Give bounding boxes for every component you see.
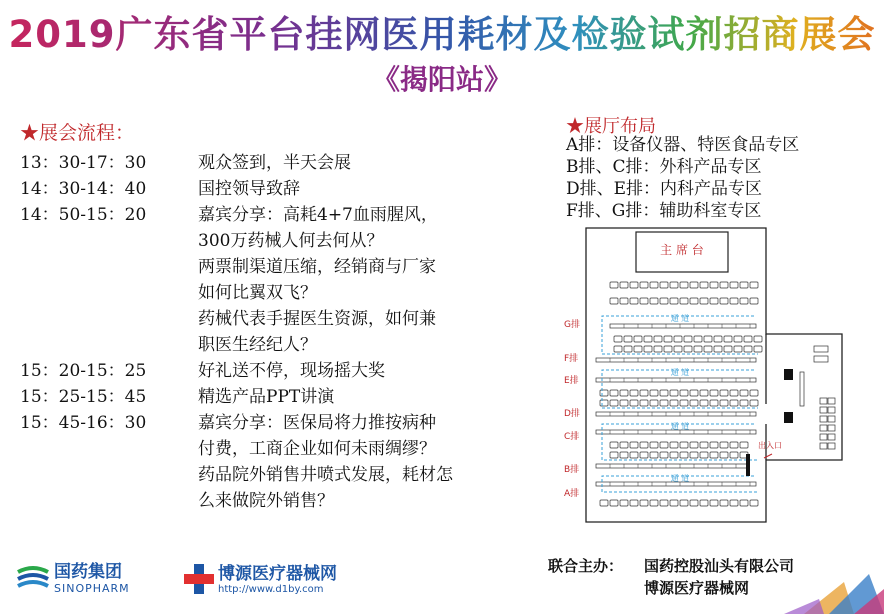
audience-seat [660,298,668,304]
co-hosts-label: 联合主办： [548,557,624,575]
seat [690,500,698,506]
schedule-desc: 300万药械人何去何从？ [198,231,384,251]
aisle-label: 通 道 [670,314,690,323]
booth-row-g [610,324,756,328]
zone-item-fg: F排、G排：辅助科室专区 [566,201,762,221]
seat [720,452,728,458]
schedule-desc: 药械代表手握医生资源，如何兼 [198,309,436,329]
floor-plan [558,226,858,526]
seat [620,442,628,448]
seat [670,390,678,396]
seat [680,442,688,448]
schedule-desc: 付费，工商企业如何未雨绸缪？ [198,439,436,459]
seat [650,390,658,396]
audience-seat [620,298,628,304]
seat [670,400,678,406]
seat [660,400,668,406]
schedule-time: 15：25-15：45 [20,387,147,407]
seat [664,336,672,342]
seat [670,500,678,506]
seat [680,500,688,506]
side-seat [820,425,827,431]
schedule-time: 13：30-17：30 [20,153,147,173]
seat [620,390,628,396]
schedule-row [20,462,540,488]
seat [654,346,662,352]
sinopharm-logo [16,562,130,595]
audience-seat [740,298,748,304]
side-seat [814,356,828,362]
row-label: G排 [564,320,580,330]
audience-seat [670,298,678,304]
schedule-row [20,358,540,384]
seat [680,400,688,406]
seat [710,400,718,406]
seat [620,452,628,458]
sinopharm-name-cn: 国药集团 [54,562,122,582]
schedule-desc: 如何比翼双飞？ [198,283,317,303]
audience-seat [710,298,718,304]
seat [680,390,688,396]
booth-row-e [596,378,756,382]
side-booth [800,372,804,406]
schedule-row [20,254,540,280]
audience-seat [700,298,708,304]
seat [740,442,748,448]
zone-item-bc: B排、C排：外科产品专区 [566,157,762,177]
schedule-time: 15：20-15：25 [20,361,147,381]
seat [730,390,738,396]
schedule-row [20,332,540,358]
schedule-row [20,176,540,202]
audience-seat [640,282,648,288]
seat [710,442,718,448]
seat [640,390,648,396]
co-hosts [548,555,794,599]
seat [654,336,662,342]
seat [700,452,708,458]
audience-seat [720,298,728,304]
seat [670,442,678,448]
seat [690,390,698,396]
seat [694,346,702,352]
seat [650,400,658,406]
seat [664,346,672,352]
seat [714,346,722,352]
seat [670,452,678,458]
seat [640,500,648,506]
seat [694,336,702,342]
aisle-label: 通 道 [670,474,690,483]
decorative-corner [774,564,884,614]
boyuan-logo [184,562,337,596]
audience-seat [750,282,758,288]
audience-seat [660,282,668,288]
side-seat [820,443,827,449]
layout-heading: ★展厅布局 [566,116,656,137]
seat [720,500,728,506]
audience-seat [640,298,648,304]
booth-row-d [596,412,756,416]
schedule-list [20,150,540,514]
seat [740,400,748,406]
seat [610,390,618,396]
schedule-time: 15：45-16：30 [20,413,147,433]
seat [700,500,708,506]
seat [744,336,752,342]
schedule-row [20,306,540,332]
seat [680,452,688,458]
sinopharm-emblem-icon [16,564,50,594]
schedule-desc: 国控领导致辞 [198,179,300,199]
booth-block-2 [784,412,793,423]
seat [704,336,712,342]
seat [660,442,668,448]
schedule-desc: 药品院外销售井喷式发展，耗材怎 [198,465,453,485]
seat [724,336,732,342]
seat [610,442,618,448]
seat [674,346,682,352]
page-title: 2019广东省平台挂网医用耗材及检验试剂招商展会 [0,4,884,58]
seat [690,400,698,406]
audience-seat [610,282,618,288]
seat [610,452,618,458]
side-seat [828,425,835,431]
schedule-row [20,436,540,462]
row-label: C排 [564,432,580,442]
seat [660,452,668,458]
schedule-row [20,384,540,410]
schedule-desc: 么来做院外销售？ [198,491,334,511]
audience-seat [630,282,638,288]
seat [634,336,642,342]
seat [714,336,722,342]
stage-label: 主 席 台 [660,243,704,257]
seat [630,442,638,448]
seat [700,400,708,406]
side-seat [820,416,827,422]
seat [734,346,742,352]
co-host-1: 国药控股汕头有限公司 [644,557,795,575]
schedule-desc: 观众签到，半天会展 [198,153,351,173]
seat [710,390,718,396]
side-seat [828,407,835,413]
seat [650,442,658,448]
seat [630,390,638,396]
seat [754,346,762,352]
side-seat [820,407,827,413]
audience-seat [720,282,728,288]
seat [720,442,728,448]
seat [700,390,708,396]
seat [624,346,632,352]
layout-zone-list [566,134,799,222]
entrance-label: 出入口 [758,441,782,450]
seat [710,500,718,506]
audience-seat [690,282,698,288]
seat [650,500,658,506]
sinopharm-name-en: SINOPHARM [54,582,130,595]
seat [704,346,712,352]
seat [750,500,758,506]
seat [610,400,618,406]
seat [660,500,668,506]
seat [620,500,628,506]
seat [600,500,608,506]
schedule-row [20,410,540,436]
schedule-time: 14：30-14：40 [20,179,147,199]
seat [600,400,608,406]
schedule-row [20,488,540,514]
seat [674,336,682,342]
seat [614,336,622,342]
side-seat [814,346,828,352]
schedule-row [20,228,540,254]
audience-seat [630,298,638,304]
schedule-desc: 职医生经纪人？ [198,335,317,355]
seat [754,336,762,342]
boyuan-name: 博源医疗器械网 [218,563,337,584]
audience-seat [650,282,658,288]
seat [730,500,738,506]
audience-seat [700,282,708,288]
seat [640,400,648,406]
seat [730,442,738,448]
audience-seat [680,298,688,304]
seat [660,390,668,396]
audience-seat [750,298,758,304]
seat [690,442,698,448]
booth-block-1 [784,369,793,380]
schedule-desc: 好礼送不停，现场摇大奖 [198,361,385,381]
seat [690,452,698,458]
boyuan-url: http://www.d1by.com [218,583,324,595]
zone-item-a: A排：设备仪器、特医食品专区 [566,135,800,155]
seat [624,336,632,342]
seat [740,390,748,396]
seat [734,336,742,342]
schedule-row [20,280,540,306]
audience-seat [620,282,628,288]
seat [720,400,728,406]
aisle-label: 通 道 [670,422,690,431]
audience-seat [690,298,698,304]
side-seat [820,434,827,440]
row-label: B排 [564,465,580,475]
seat [730,400,738,406]
seat [630,400,638,406]
aisle-label: 通 道 [670,368,690,377]
co-host-2: 博源医疗器械网 [644,579,750,597]
booth-row-b [596,464,748,468]
schedule-desc: 两票制渠道压缩，经销商与厂家 [198,257,436,277]
row-label: E排 [564,376,579,386]
row-label: D排 [564,409,580,419]
seat [684,346,692,352]
side-seat [828,398,835,404]
seat [620,400,628,406]
seat [684,336,692,342]
seat [720,390,728,396]
zone-item-de: D排、E排：内科产品专区 [566,179,763,199]
seat [710,452,718,458]
seat [614,346,622,352]
page-subtitle: 《揭阳站》 [371,63,512,96]
side-seat [828,443,835,449]
audience-seat [610,298,618,304]
audience-seat [680,282,688,288]
schedule-desc: 嘉宾分享：医保局将力推按病种 [198,413,436,433]
seat [640,442,648,448]
seat [744,346,752,352]
seat [700,442,708,448]
seat [730,452,738,458]
schedule-desc: 精选产品PPT讲演 [198,387,335,407]
side-seat [828,416,835,422]
seat [724,346,732,352]
schedule-desc: 嘉宾分享：高耗4+7血雨腥风， [198,205,438,225]
entrance-barrier [746,454,750,476]
seat [750,400,758,406]
audience-seat [730,298,738,304]
seat [630,500,638,506]
audience-seat [710,282,718,288]
schedule-heading: ★展会流程： [20,122,135,144]
row-label: A排 [564,489,580,499]
schedule-time: 14：50-15：20 [20,205,147,225]
medical-cross-icon [184,562,214,596]
seat [750,390,758,396]
side-seat [820,398,827,404]
seat [640,452,648,458]
audience-seat [730,282,738,288]
schedule-row [20,202,540,228]
schedule-row [20,150,540,176]
seat [630,452,638,458]
seat [650,452,658,458]
seat [644,336,652,342]
row-label: F排 [564,354,579,364]
seat [610,500,618,506]
audience-seat [670,282,678,288]
side-seat [828,434,835,440]
audience-seat [740,282,748,288]
seat [740,500,748,506]
seat [634,346,642,352]
seat [644,346,652,352]
booth-row-f [596,358,756,362]
audience-seat [650,298,658,304]
seat [600,390,608,396]
